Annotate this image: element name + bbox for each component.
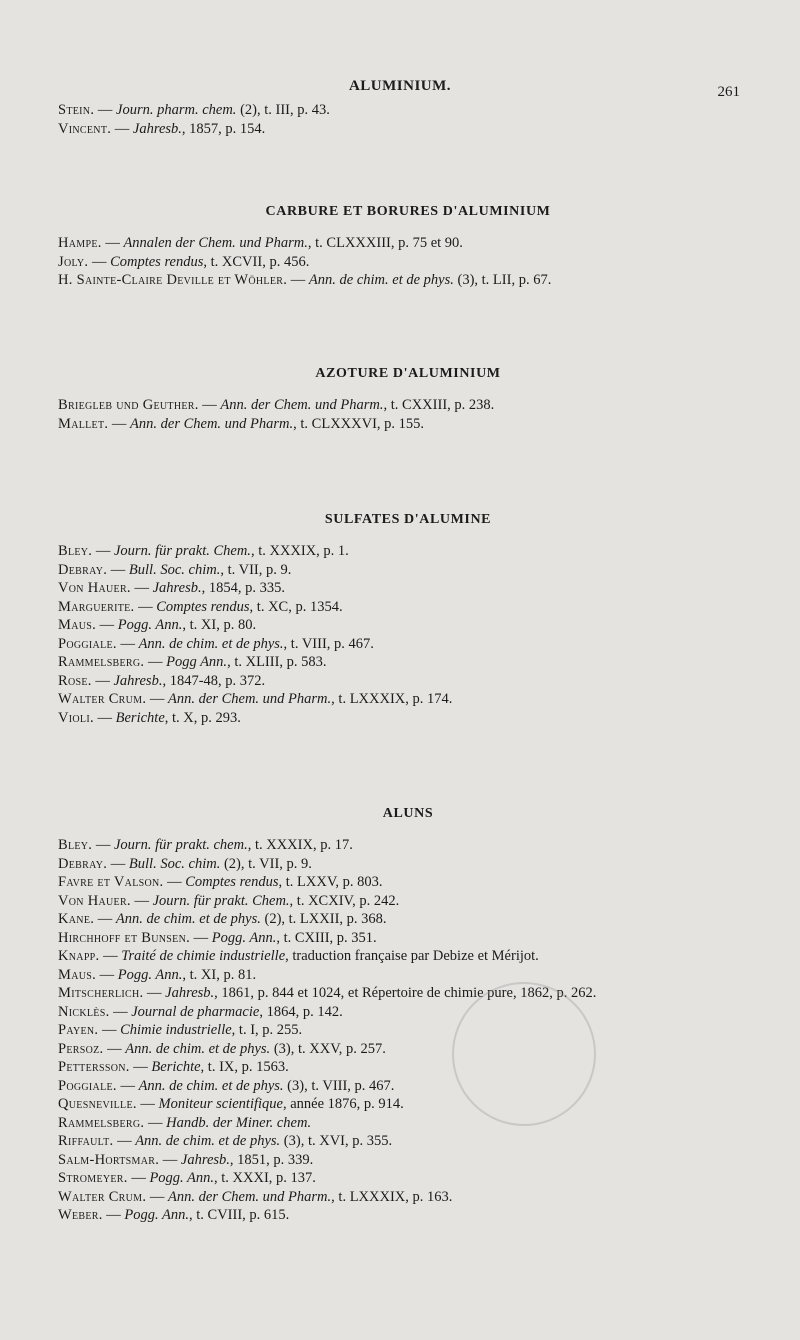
entry-ref: Pogg Ann. bbox=[166, 654, 228, 670]
bibliography-entry bbox=[58, 1169, 758, 1188]
bibliography-entry bbox=[58, 253, 758, 272]
library-stamp-mark bbox=[452, 982, 596, 1126]
bibliography-entry bbox=[58, 396, 758, 415]
entry-ref: Comptes rendus bbox=[156, 598, 250, 615]
entry-ref: Journ. pharm. chem. bbox=[116, 102, 237, 118]
entry-tail: , t. I, p. 255. bbox=[231, 1022, 303, 1038]
entry-sep: — bbox=[88, 253, 111, 270]
section-carbure-borures bbox=[58, 204, 758, 290]
entry-author: Mallet. bbox=[58, 415, 109, 432]
bibliography-entry bbox=[58, 672, 758, 691]
entry-ref: Pogg. Ann. bbox=[211, 929, 277, 946]
entry-ref: Bull. Soc. chim. bbox=[128, 855, 221, 872]
bibliography-entry bbox=[58, 616, 758, 635]
entry-tail: (3), t. XVI, p. 355. bbox=[280, 1133, 393, 1149]
entry-sep: — bbox=[96, 617, 118, 633]
entry-sep: — bbox=[92, 837, 114, 853]
bibliography-entry bbox=[58, 873, 758, 892]
bibliography-entry bbox=[58, 910, 758, 929]
entry-ref: Ann. der Chem. und Pharm. bbox=[168, 1188, 332, 1205]
entry-author: Mitscherlich. bbox=[58, 985, 144, 1001]
entry-sep: — bbox=[143, 985, 166, 1001]
section-title: SULFATES D'ALUMINE bbox=[324, 512, 492, 527]
entry-author: Rose. bbox=[58, 672, 92, 689]
entry-sep: — bbox=[198, 397, 221, 413]
entry-tail: , t. LXXV, p. 803. bbox=[278, 874, 383, 890]
bibliography-entry bbox=[58, 635, 758, 654]
entry-ref: Jahresb. bbox=[132, 120, 182, 137]
entry-ref: Jahresb. bbox=[152, 580, 202, 596]
bibliography-entry bbox=[58, 947, 758, 966]
entry-tail: , 1861, p. 844 et 1024, et Répertoire de chimie pure, 1862, p. 262. bbox=[214, 985, 597, 1001]
entry-ref: Ann. de chim. et de phys. bbox=[125, 1040, 271, 1057]
bibliography-entry bbox=[58, 101, 758, 120]
entry-ref: Berichte bbox=[151, 1059, 201, 1075]
page-number: 261 bbox=[717, 84, 740, 100]
bibliography-entry bbox=[58, 415, 758, 434]
section-sulfates bbox=[58, 512, 758, 727]
entry-ref: Pogg. Ann. bbox=[124, 1207, 189, 1223]
entry-sep: — bbox=[146, 1188, 169, 1205]
bibliography-entry bbox=[58, 855, 758, 874]
bibliography-entry bbox=[58, 929, 758, 948]
entry-author: Walter Crum. bbox=[58, 691, 147, 707]
bibliography-entry bbox=[58, 234, 758, 253]
entry-author: Walter Crum. bbox=[58, 1188, 147, 1205]
bibliography-entry bbox=[58, 1077, 758, 1096]
entry-sep: — bbox=[109, 1003, 132, 1020]
entry-ref: Ann. de chim. et de phys. bbox=[138, 1077, 284, 1094]
entry-author: Favre et Valson. bbox=[58, 874, 164, 890]
bibliography-entry bbox=[58, 561, 758, 580]
bibliography-entry bbox=[58, 966, 758, 985]
section-title: ALUNS bbox=[382, 806, 434, 821]
entry-ref: Pogg. Ann. bbox=[117, 966, 183, 983]
entry-author: Joly. bbox=[58, 253, 89, 270]
entry-sep: — bbox=[136, 1096, 159, 1112]
bibliography-entry bbox=[58, 1021, 758, 1040]
entry-sep: — bbox=[94, 911, 116, 927]
entry-tail: (2), t. VII, p. 9. bbox=[220, 855, 312, 872]
bibliography-entry bbox=[58, 120, 758, 139]
bibliography-entry bbox=[58, 1114, 758, 1133]
entry-ref: Ann. der Chem. und Pharm. bbox=[168, 691, 332, 707]
bibliography-entry bbox=[58, 984, 758, 1003]
entry-ref: Chimie industrielle bbox=[120, 1022, 232, 1038]
section-azoture bbox=[58, 366, 758, 433]
entry-author: Maus. bbox=[58, 617, 97, 633]
entry-author: H. Sainte-Claire Deville et Wöhler. bbox=[58, 272, 288, 288]
entry-tail: , t. X, p. 293. bbox=[164, 709, 241, 726]
entry-sep: — bbox=[116, 635, 139, 652]
bibliography-entry bbox=[58, 1058, 758, 1077]
entry-tail: , t. CXXIII, p. 238. bbox=[383, 397, 495, 413]
entry-author: Pettersson. bbox=[58, 1059, 130, 1075]
entry-sep: — bbox=[92, 543, 114, 559]
entry-author: Violi. bbox=[58, 709, 94, 726]
entry-sep: — bbox=[113, 1133, 136, 1149]
entry-ref: Ann. der Chem. und Pharm. bbox=[220, 397, 384, 413]
entry-sep: — bbox=[146, 691, 169, 707]
entry-author: Rammelsberg. bbox=[58, 654, 145, 670]
entry-ref: Pogg. Ann. bbox=[117, 617, 183, 633]
entry-tail: (3), t. LII, p. 67. bbox=[453, 272, 552, 288]
entry-tail: , t. XCVII, p. 456. bbox=[203, 253, 310, 270]
entry-sep: — bbox=[101, 235, 124, 251]
entry-tail: (2), t. LXXII, p. 368. bbox=[260, 911, 387, 927]
entry-author: Kane. bbox=[58, 911, 95, 927]
entry-sep: — bbox=[127, 1170, 150, 1186]
entry-sep: — bbox=[116, 1077, 139, 1094]
entry-tail: , t. LXXXIX, p. 174. bbox=[331, 691, 453, 707]
bibliography-entry bbox=[58, 1040, 758, 1059]
entry-sep: — bbox=[99, 948, 122, 964]
bibliography-entry bbox=[58, 690, 758, 709]
entry-author: Nicklès. bbox=[58, 1003, 110, 1020]
entry-tail: , t. XXXIX, p. 1. bbox=[250, 543, 349, 559]
entry-tail: (3), t. VIII, p. 467. bbox=[283, 1077, 395, 1094]
entry-ref: Comptes rendus bbox=[185, 874, 279, 890]
entry-ref: Comptes rendus bbox=[110, 253, 204, 270]
bibliography-entry bbox=[58, 598, 758, 617]
entry-sep: — bbox=[130, 892, 153, 909]
entry-author: Von Hauer. bbox=[58, 892, 131, 909]
entry-tail: , 1851, p. 339. bbox=[229, 1151, 314, 1168]
entry-tail: (3), t. XXV, p. 257. bbox=[270, 1040, 386, 1057]
entry-sep: — bbox=[144, 654, 167, 670]
entry-sep: — bbox=[190, 929, 212, 946]
entry-ref: Journ. für prakt. Chem. bbox=[114, 543, 251, 559]
entry-sep: — bbox=[129, 1059, 152, 1075]
entry-ref: Ann. der Chem. und Pharm. bbox=[130, 415, 294, 432]
entry-author: Payen. bbox=[58, 1022, 99, 1038]
entry-sep: — bbox=[111, 120, 133, 137]
section-title: AZOTURE D'ALUMINIUM bbox=[315, 366, 501, 381]
running-title: ALUMINIUM. bbox=[348, 78, 452, 94]
entry-author: Poggiale. bbox=[58, 1077, 117, 1094]
entry-tail: , t. CXIII, p. 351. bbox=[276, 929, 377, 946]
bibliography-entry bbox=[58, 542, 758, 561]
entry-ref: Jahresb. bbox=[113, 672, 163, 689]
bibliography-entry bbox=[58, 836, 758, 855]
section-title: CARBURE ET BORURES D'ALUMINIUM bbox=[265, 204, 551, 219]
entry-author: Debray. bbox=[58, 561, 108, 578]
entry-ref: Journal de pharmacie bbox=[131, 1003, 260, 1020]
entry-ref: Jahresb. bbox=[165, 985, 215, 1001]
bibliography-entry bbox=[58, 271, 758, 290]
entry-tail: , t. CLXXXVI, p. 155. bbox=[293, 415, 425, 432]
entry-tail: , t. XXXI, p. 137. bbox=[214, 1170, 316, 1186]
entry-sep: — bbox=[130, 580, 153, 596]
entry-tail: , t. CLXXXIII, p. 75 et 90. bbox=[307, 235, 463, 251]
entry-tail: , t. XI, p. 81. bbox=[182, 966, 257, 983]
entry-ref: Bull. Soc. chim. bbox=[128, 561, 221, 578]
entry-ref: Pogg. Ann. bbox=[149, 1170, 215, 1186]
entry-ref: Handb. der Miner. chem. bbox=[166, 1114, 312, 1131]
bibliography-entry bbox=[58, 1095, 758, 1114]
bibliography-entry bbox=[58, 709, 758, 728]
entry-author: Rammelsberg. bbox=[58, 1114, 145, 1131]
entry-tail: , t. XI, p. 80. bbox=[182, 617, 257, 633]
entry-author: Persoz. bbox=[58, 1040, 104, 1057]
entry-sep: — bbox=[96, 966, 118, 983]
entry-ref: Traité de chimie industrielle bbox=[121, 948, 286, 964]
entry-author: Marguerite. bbox=[58, 598, 135, 615]
bibliography-entry bbox=[58, 1132, 758, 1151]
entry-author: Stromeyer. bbox=[58, 1170, 128, 1186]
entry-author: Debray. bbox=[58, 855, 108, 872]
entry-tail: , année 1876, p. 914. bbox=[282, 1096, 404, 1112]
entry-sep: — bbox=[91, 672, 114, 689]
entry-sep: — bbox=[98, 1022, 121, 1038]
entry-author: Bley. bbox=[58, 837, 93, 853]
entry-sep: — bbox=[107, 561, 129, 578]
entry-author: Stein. bbox=[58, 102, 95, 118]
entry-sep: — bbox=[103, 1040, 126, 1057]
bibliography-entry bbox=[58, 1188, 758, 1207]
entry-author: Hirchhoff et Bunsen. bbox=[58, 929, 191, 946]
entry-author: Knapp. bbox=[58, 948, 100, 964]
entry-tail: , t. XXXIX, p. 17. bbox=[247, 837, 353, 853]
entry-ref: Ann. de chim. et de phys. bbox=[135, 1133, 281, 1149]
entry-author: Maus. bbox=[58, 966, 97, 983]
entry-ref: Annalen der Chem. und Pharm. bbox=[123, 235, 308, 251]
entry-tail: , 1847-48, p. 372. bbox=[162, 672, 266, 689]
entry-sep: — bbox=[163, 874, 186, 890]
entry-author: Salm-Hortsmar. bbox=[58, 1151, 160, 1168]
entry-sep: — bbox=[144, 1114, 167, 1131]
entry-tail: , t. CVIII, p. 615. bbox=[189, 1207, 290, 1223]
entry-sep: — bbox=[107, 855, 129, 872]
section-aluminium-refs bbox=[58, 101, 758, 138]
entry-ref: Jahresb. bbox=[180, 1151, 230, 1168]
entry-ref: Ann. de chim. et de phys. bbox=[115, 911, 261, 927]
entry-sep: — bbox=[159, 1151, 181, 1168]
bibliography-entry bbox=[58, 1206, 758, 1225]
entry-sep: — bbox=[93, 709, 116, 726]
entry-ref: Journ. für prakt. Chem. bbox=[152, 892, 290, 909]
section-aluns bbox=[58, 806, 758, 1225]
entry-tail: , 1854, p. 335. bbox=[201, 580, 285, 596]
entry-tail: , t. LXXXIX, p. 163. bbox=[331, 1188, 453, 1205]
entry-tail: , 1864, p. 142. bbox=[259, 1003, 343, 1020]
entry-author: Hampe. bbox=[58, 235, 102, 251]
bibliography-entry bbox=[58, 653, 758, 672]
entry-sep: — bbox=[108, 415, 131, 432]
bibliography-entry bbox=[58, 1151, 758, 1170]
entry-ref: Moniteur scientifique bbox=[158, 1096, 283, 1112]
entry-sep: — bbox=[134, 598, 157, 615]
entry-ref: Ann. de chim. et de phys. bbox=[308, 272, 454, 288]
entry-tail: , t. VIII, p. 467. bbox=[283, 635, 374, 652]
entry-author: Weber. bbox=[58, 1207, 103, 1223]
entry-tail: , t. XLIII, p. 583. bbox=[227, 654, 327, 670]
entry-ref: Journ. für prakt. chem. bbox=[114, 837, 248, 853]
entry-tail: , t. XCXIV, p. 242. bbox=[289, 892, 400, 909]
entry-ref: Berichte bbox=[115, 709, 165, 726]
entry-author: Briegleb und Geuther. bbox=[58, 397, 199, 413]
entry-author: Bley. bbox=[58, 543, 93, 559]
entry-tail: , traduction française par Debize et Mérijot. bbox=[285, 948, 539, 964]
entry-tail: , t. VII, p. 9. bbox=[220, 561, 292, 578]
entry-sep: — bbox=[102, 1207, 125, 1223]
entry-tail: , t. XC, p. 1354. bbox=[249, 598, 343, 615]
entry-tail: , 1857, p. 154. bbox=[181, 120, 266, 137]
entry-author: Poggiale. bbox=[58, 635, 117, 652]
entry-author: Quesneville. bbox=[58, 1096, 137, 1112]
entry-author: Von Hauer. bbox=[58, 580, 131, 596]
bibliography-entry bbox=[58, 1003, 758, 1022]
entry-tail: (2), t. III, p. 43. bbox=[236, 102, 330, 118]
entry-author: Riffault. bbox=[58, 1133, 114, 1149]
entry-ref: Ann. de chim. et de phys. bbox=[138, 635, 284, 652]
entry-sep: — bbox=[94, 102, 117, 118]
entry-tail: , t. IX, p. 1563. bbox=[200, 1059, 289, 1075]
bibliography-entry bbox=[58, 579, 758, 598]
entry-author: Vincent. bbox=[58, 120, 112, 137]
entry-sep: — bbox=[287, 272, 309, 288]
bibliography-entry bbox=[58, 892, 758, 911]
